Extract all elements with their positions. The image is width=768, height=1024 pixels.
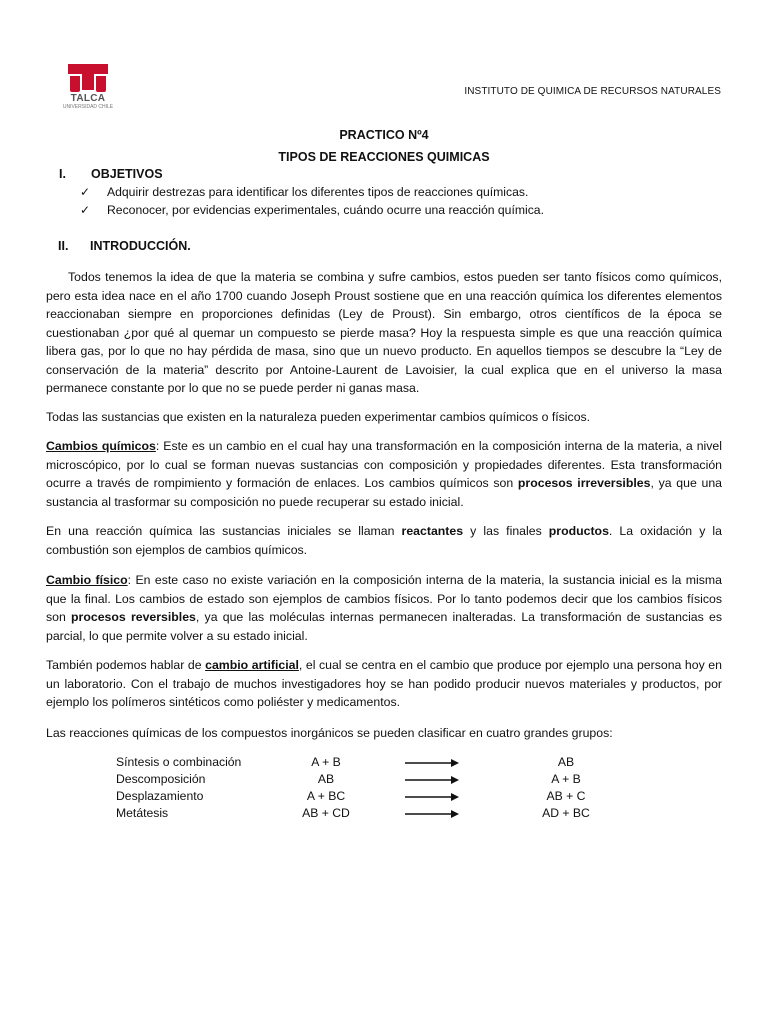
reversible-term: procesos reversibles	[71, 610, 196, 624]
objective-item: Adquirir destrezas para identificar los diferentes tipos de reacciones químicas.	[107, 185, 529, 199]
physical-change-text-a: : En este caso no existe variación en la composición interna de la materia, la sustancia inicial es la misma que la final. Los cambios de estado son ejemplos de cambios físicos. Por lo tanto podemos decir que los cambios físicos son	[46, 573, 722, 624]
arrow-right-icon	[405, 773, 459, 787]
objective-item: Reconocer, por evidencias experimentales, cuándo ocurre una reacción química.	[107, 203, 544, 217]
university-logo-icon	[62, 62, 114, 120]
reactants-paragraph	[46, 522, 722, 559]
reaction-reactants: A + BC	[306, 789, 346, 803]
reaction-row	[116, 755, 636, 772]
physical-change-term: Cambio físico	[46, 573, 128, 587]
practice-title: TIPOS DE REACCIONES QUIMICAS	[278, 150, 490, 164]
reaction-products: AB	[557, 755, 575, 769]
reaction-row	[116, 789, 636, 806]
institute-header: INSTITUTO DE QUIMICA DE RECURSOS NATURALES	[464, 86, 721, 97]
reaction-products: AB + C	[546, 789, 586, 803]
reaction-products: A + B	[551, 772, 581, 786]
reaction-products: AD + BC	[542, 806, 590, 820]
artificial-change-text-a: También podemos hablar de	[46, 658, 206, 672]
reaction-name: Desplazamiento	[116, 789, 204, 803]
chemical-changes-text-a: : Este es un cambio en el cual hay una transformación en la composición interna de la materia, a nivel microscópico, por lo cual se forman nuevas sustancias con composición y propiedades diferentes. Esta transformación ocurre a través de rompimiento y formación de enlaces. Los cambios químicos son	[46, 439, 722, 490]
checkmark-icon: ✓	[80, 203, 91, 217]
practice-number-title: PRACTICO Nº4	[339, 128, 429, 142]
products-term: productos	[548, 524, 609, 538]
section-number: I.	[59, 167, 66, 181]
changes-intro-paragraph	[46, 408, 722, 427]
reaction-name: Metátesis	[116, 806, 169, 820]
intro-paragraph-text: Todos tenemos la idea de que la materia se combina y sufre cambios, estos pueden ser tanto físicos como químicos, pero esta idea nace en el año 1700 cuando Joseph Proust sostiene que en una reacción química los diferentes elementos reaccionaban siempre en proporciones definidas (Ley de Proust). Sin embargo, otros científicos de la época se cuestionaban ¿por qué al quemar un compuesto se pierde masa? Hoy la respuesta simple es que una reacción química libera gas, por lo que no hay pérdida de masa, sino que un nuevo producto. En aquellos tiempos se descubre la “Ley de conservación de la materia” descrito por Antoine-Laurent de Lavoisier, la cual explica que en el universo la masa permanece constante por lo que no se puede perder ni ganas masa.	[46, 270, 722, 395]
reaction-reactants: A + B	[311, 755, 341, 769]
chemical-changes-term: Cambios químicos	[46, 439, 156, 453]
artificial-change-term: cambio artificial	[205, 658, 299, 672]
reactants-text-b: y las finales	[463, 524, 549, 538]
reaction-row	[116, 806, 636, 823]
physical-change-paragraph	[46, 571, 722, 645]
irreversible-term: procesos irreversibles	[517, 476, 651, 490]
reaction-types-table	[116, 755, 636, 823]
section-label: OBJETIVOS	[91, 167, 163, 181]
chemical-changes-text-b: , ya que una sustancia al trasformar su composición no puede recuperar su estado inicial.	[46, 476, 722, 509]
reaction-name: Síntesis o combinación	[116, 755, 242, 769]
reactants-text-a: En una reacción química las sustancias iniciales se llaman	[46, 524, 402, 538]
arrow-right-icon	[405, 790, 459, 804]
classification-paragraph	[46, 724, 722, 743]
chemical-changes-paragraph	[46, 437, 722, 511]
physical-change-text-b: , ya que las moléculas internas permanecen inalteradas. La transformación de sustancias es parcial, lo que permite volver a su estado inicial.	[46, 610, 722, 643]
section-label: INTRODUCCIÓN.	[90, 239, 191, 253]
checkmark-icon: ✓	[80, 185, 91, 199]
section-number: II.	[58, 239, 69, 253]
reaction-name: Descomposición	[116, 772, 206, 786]
intro-paragraph	[46, 268, 722, 398]
reactants-term: reactantes	[401, 524, 464, 538]
logo-name: TALCA	[70, 93, 106, 104]
changes-intro-text: Todas las sustancias que existen en la naturaleza pueden experimentar cambios químicos o físicos.	[46, 410, 591, 424]
reaction-row	[116, 772, 636, 789]
reactants-text-c: . La oxidación y la combustión son ejemplos de cambios químicos.	[46, 524, 722, 557]
artificial-change-paragraph	[46, 656, 722, 712]
logo-subtitle: UNIVERSIDAD CHILE	[62, 104, 114, 110]
reaction-reactants: AB + CD	[302, 806, 350, 820]
arrow-right-icon	[405, 756, 459, 770]
reaction-reactants: AB	[317, 772, 335, 786]
artificial-change-text-b: , el cual se centra en el cambio que produce por ejemplo una persona hoy en un laboratorio. Con el trabajo de muchos investigadores hoy se han podido producir nuevos materiales y productos, por ejemplo los polímeros sintéticos como poliéster y medicamentos.	[46, 658, 722, 709]
classification-text: Las reacciones químicas de los compuestos inorgánicos se pueden clasificar en cuatro grandes grupos:	[46, 726, 613, 740]
arrow-right-icon	[405, 807, 459, 821]
